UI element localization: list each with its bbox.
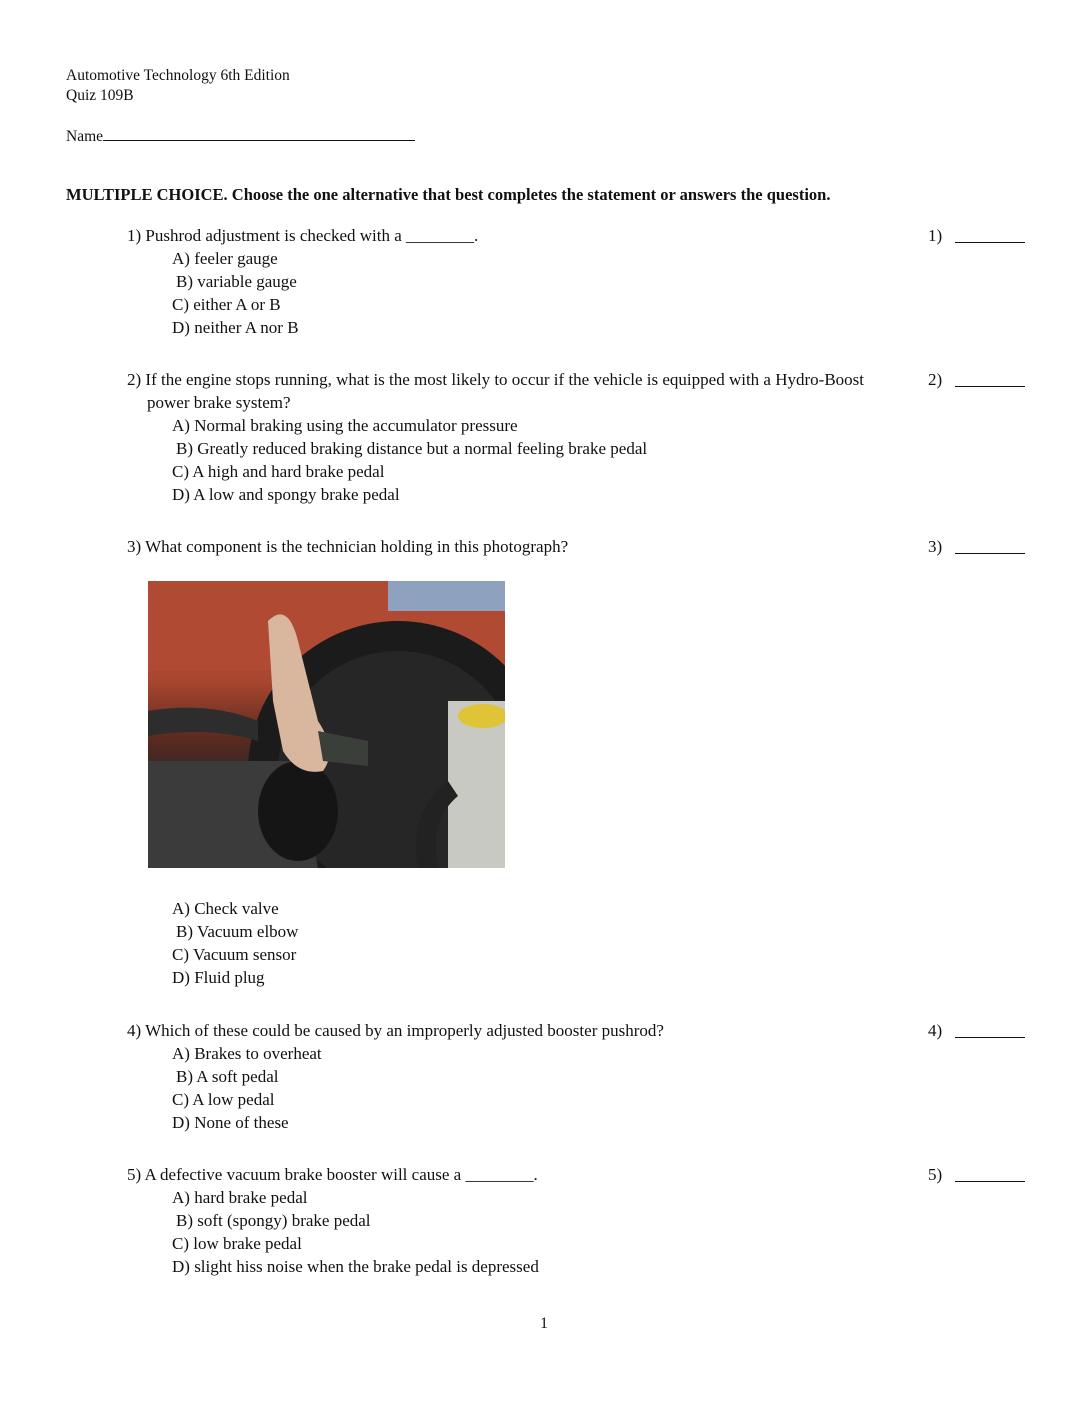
question-text: 3) What component is the technician holding in this photograph? (127, 537, 569, 556)
question-text: 1) Pushrod adjustment is checked with a ________. (127, 226, 479, 245)
answer-option: C) Vacuum sensor (172, 945, 297, 964)
answer-blank-line[interactable] (955, 386, 1025, 387)
answer-option: A) hard brake pedal (172, 1188, 308, 1207)
question-2 (127, 368, 907, 506)
question-text: 2) If the engine stops running, what is the most likely to occur if the vehicle is equipped with a Hydro-Boost power brake system? (127, 370, 864, 412)
answer-option: B) soft (spongy) brake pedal (176, 1211, 371, 1230)
answer-option: B) A soft pedal (176, 1067, 279, 1086)
answer-number: 2) (928, 370, 943, 389)
answer-option: D) None of these (172, 1113, 289, 1132)
question-3-options (127, 897, 907, 989)
answer-option: B) variable gauge (176, 272, 297, 291)
name-field (66, 126, 415, 146)
answer-option: B) Vacuum elbow (176, 922, 299, 941)
answer-number: 4) (928, 1021, 943, 1040)
question-text: 5) A defective vacuum brake booster will cause a ________. (127, 1165, 538, 1184)
answer-option: B) Greatly reduced braking distance but a normal feeling brake pedal (176, 439, 648, 458)
answer-blank-line[interactable] (955, 1037, 1025, 1038)
answer-option: D) Fluid plug (172, 968, 265, 987)
quiz-label: Quiz 109B (66, 87, 134, 104)
answer-blank-line[interactable] (955, 1181, 1025, 1182)
answer-option: D) A low and spongy brake pedal (172, 485, 400, 504)
name-label: Name (66, 128, 104, 145)
answer-number: 5) (928, 1165, 943, 1184)
answer-option: C) A low pedal (172, 1090, 275, 1109)
answer-option: C) either A or B (172, 295, 281, 314)
answer-option: A) feeler gauge (172, 249, 278, 268)
question-3 (127, 535, 907, 558)
question-1 (127, 224, 907, 339)
page-number: 1 (540, 1315, 548, 1332)
question-4 (127, 1019, 907, 1134)
answer-number: 3) (928, 537, 943, 556)
instructions: MULTIPLE CHOICE. Choose the one alternative that best completes the statement or answers the question. (66, 185, 831, 204)
answer-blank-line[interactable] (955, 242, 1025, 243)
question-text: 4) Which of these could be caused by an improperly adjusted booster pushrod? (127, 1021, 664, 1040)
document-title: Automotive Technology 6th Edition (66, 67, 290, 84)
answer-option: A) Check valve (172, 899, 279, 918)
answer-option: A) Normal braking using the accumulator pressure (172, 416, 518, 435)
answer-number: 1) (928, 226, 943, 245)
answer-blank-line[interactable] (955, 553, 1025, 554)
name-blank-line (103, 126, 415, 141)
answer-option: A) Brakes to overheat (172, 1044, 322, 1063)
answer-option: C) low brake pedal (172, 1234, 302, 1253)
answer-option: C) A high and hard brake pedal (172, 462, 385, 481)
brake-booster-photo (148, 581, 505, 868)
answer-option: D) slight hiss noise when the brake pedal is depressed (172, 1257, 539, 1276)
question-5 (127, 1163, 907, 1278)
answer-option: D) neither A nor B (172, 318, 299, 337)
